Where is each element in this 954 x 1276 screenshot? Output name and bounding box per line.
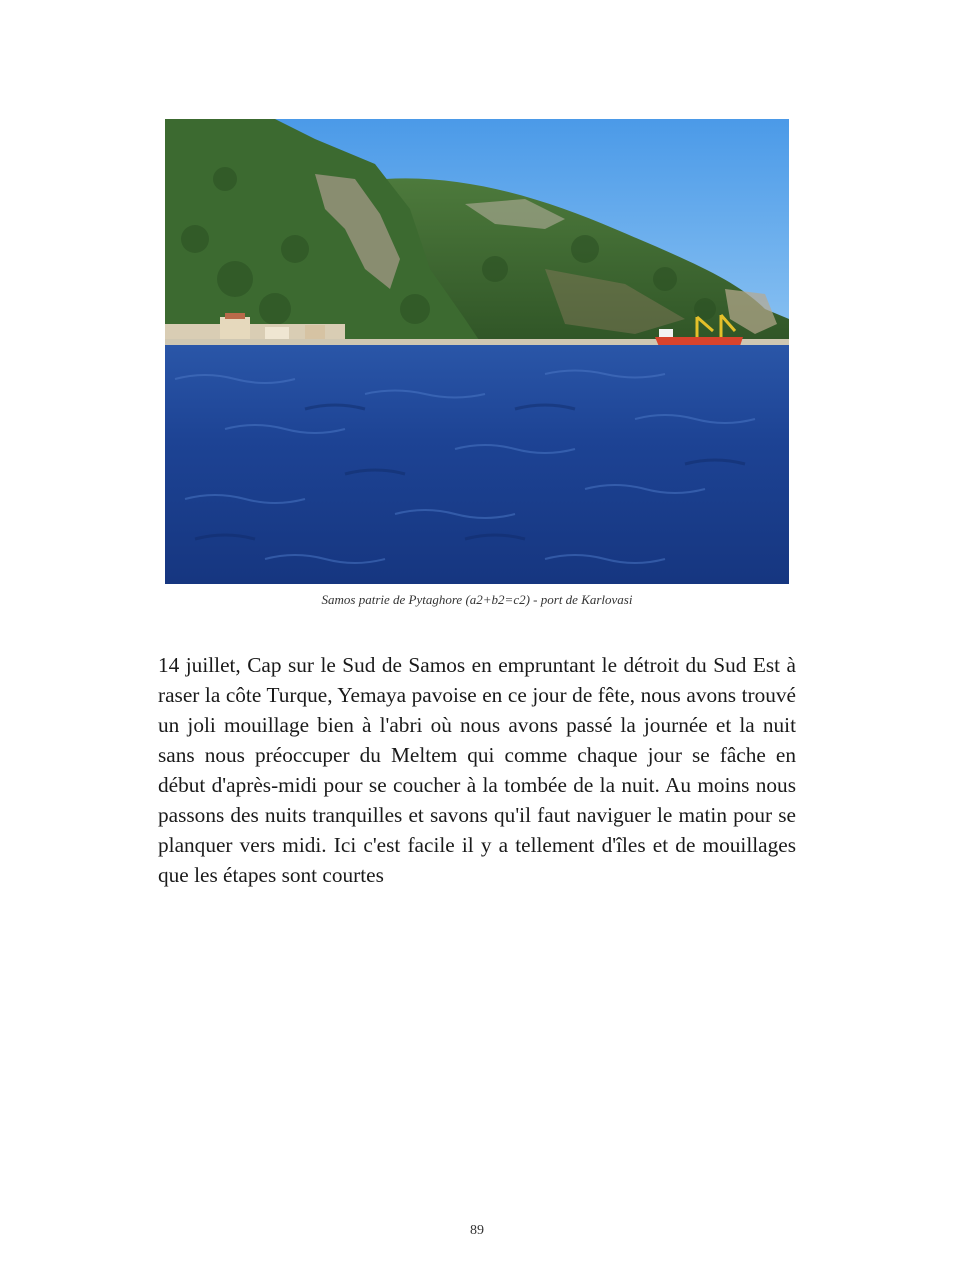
page-number: 89	[470, 1223, 484, 1238]
sea	[165, 345, 789, 584]
photo-caption: Samos patrie de Pytaghore (a2+b2=c2) - port de Karlovasi	[321, 592, 633, 607]
harbor-photo	[165, 119, 789, 584]
body-paragraph: 14 juillet, Cap sur le Sud de Samos en empruntant le détroit du Sud Est à raser la côte Turque, Yemaya pavoise en ce jour de fête, nous avons trouvé un joli mouillage bien à l'abri où nous avons passé la journée et la nuit sans nous préoccuper du Meltem qui comme chaque jour se fâche en début d'après-midi pour se coucher à la tombée de la nuit. Au moins nous passons des nuits tranquilles et savons qu'il faut naviguer le matin pour se planquer vers midi. Ici c'est facile il y a tellement d'îles et de mouillages que les étapes sont courtes	[158, 653, 796, 887]
harbor-photo-drawing	[165, 119, 789, 584]
